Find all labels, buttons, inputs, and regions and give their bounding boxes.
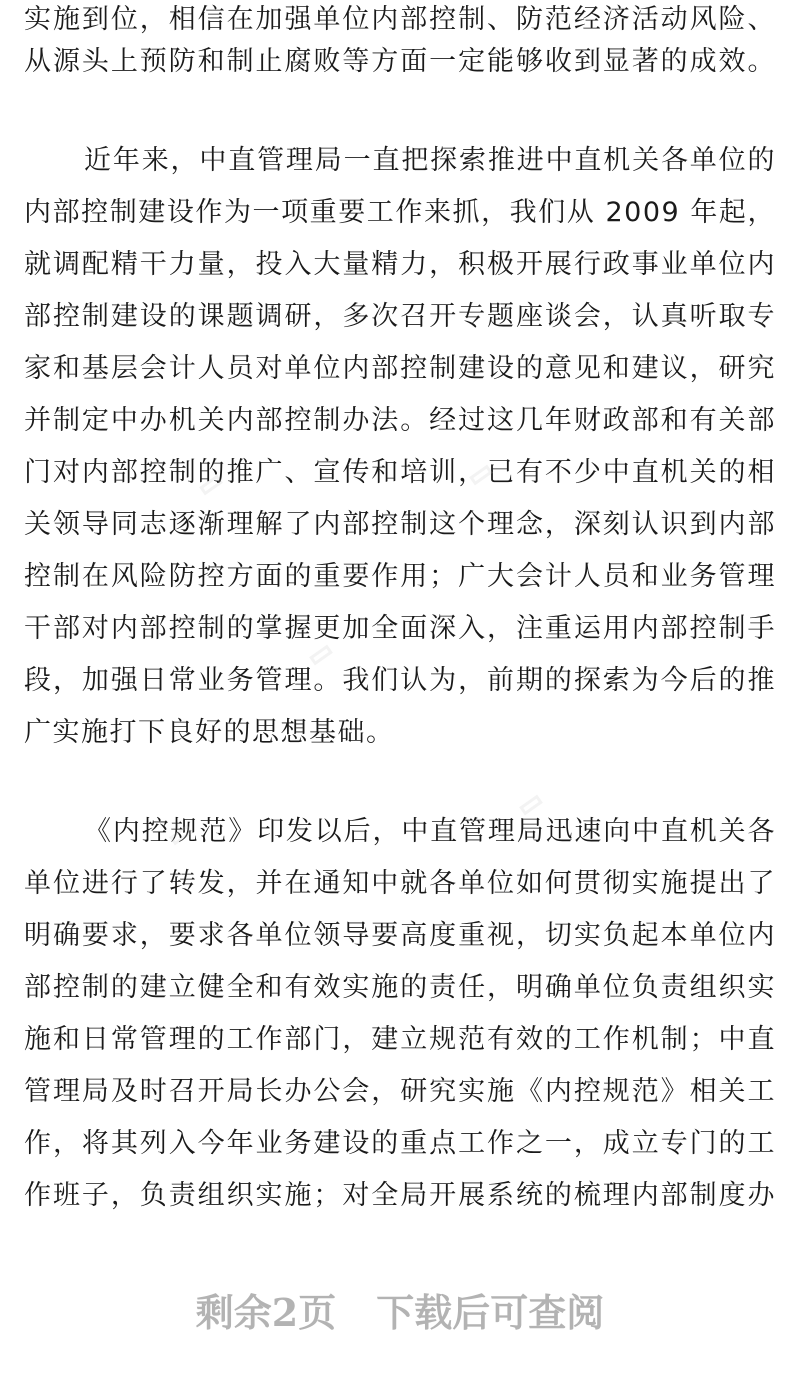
paragraph-1-line-2: 从源头上预防和制止腐败等方面一定能够收到显著的成效。 (24, 46, 776, 77)
paragraph-2-line-9: 控制在风险防控方面的重要作用；广大会计人员和业务管理 (24, 561, 776, 592)
paragraph-2-line-4: 部控制建设的课题调研，多次召开专题座谈会，认真听取专 (24, 301, 776, 332)
paragraph-2-line-1: 近年来，中直管理局一直把探索推进中直机关各单位的 (84, 145, 776, 176)
paragraph-3-line-1: 《内控规范》印发以后，中直管理局迅速向中直机关各 (84, 816, 776, 847)
paragraph-3-line-4: 部控制的建立健全和有效实施的责任，明确单位负责组织实 (24, 972, 776, 1003)
paragraph-2-line-7: 门对内部控制的推广、宣传和培训，已有不少中直机关的相 (24, 457, 776, 488)
paragraph-2-line-10: 干部对内部控制的掌握更加全面深入，注重运用内部控制手 (24, 613, 776, 644)
paragraph-3-line-3: 明确要求，要求各单位领导要高度重视，切实负起本单位内 (24, 920, 776, 951)
paragraph-2-line-12: 广实施打下良好的思想基础。 (24, 717, 395, 748)
paragraph-3-line-2: 单位进行了转发，并在通知中就各单位如何贯彻实施提出了 (24, 868, 776, 899)
paragraph-3-line-5: 施和日常管理的工作部门，建立规范有效的工作机制；中直 (24, 1024, 776, 1055)
paragraph-2-line-2: 内部控制建设作为一项重要工作来抓，我们从 2009 年起， (24, 197, 776, 228)
paragraph-2-line-8: 关领导同志逐渐理解了内部控制这个理念，深刻认识到内部 (24, 509, 776, 540)
remaining-pages-label: 剩余2页 (195, 1290, 337, 1335)
paragraph-2-line-3: 就调配精干力量，投入大量精力，积极开展行政事业单位内 (24, 249, 776, 280)
remaining-pages-prompt[interactable] (0, 1285, 800, 1341)
paragraph-3-line-6: 管理局及时召开局长办公会，研究实施《内控规范》相关工 (24, 1076, 776, 1107)
paragraph-3-line-7: 作，将其列入今年业务建设的重点工作之一，成立专门的工 (24, 1128, 776, 1159)
download-to-view-label: 下载后可查阅 (376, 1290, 605, 1335)
paragraph-3-line-8: 作班子，负责组织实施；对全局开展系统的梳理内部制度办 (24, 1180, 776, 1211)
paragraph-2-line-5: 家和基层会计人员对单位内部控制建设的意见和建议，研究 (24, 353, 776, 384)
paragraph-1-line-1: 实施到位，相信在加强单位内部控制、防范经济活动风险、 (24, 4, 776, 35)
paragraph-2-line-11: 段，加强日常业务管理。我们认为，前期的探索为今后的推 (24, 665, 776, 696)
paragraph-2-line-6: 并制定中办机关内部控制办法。经过这几年财政部和有关部 (24, 405, 776, 436)
